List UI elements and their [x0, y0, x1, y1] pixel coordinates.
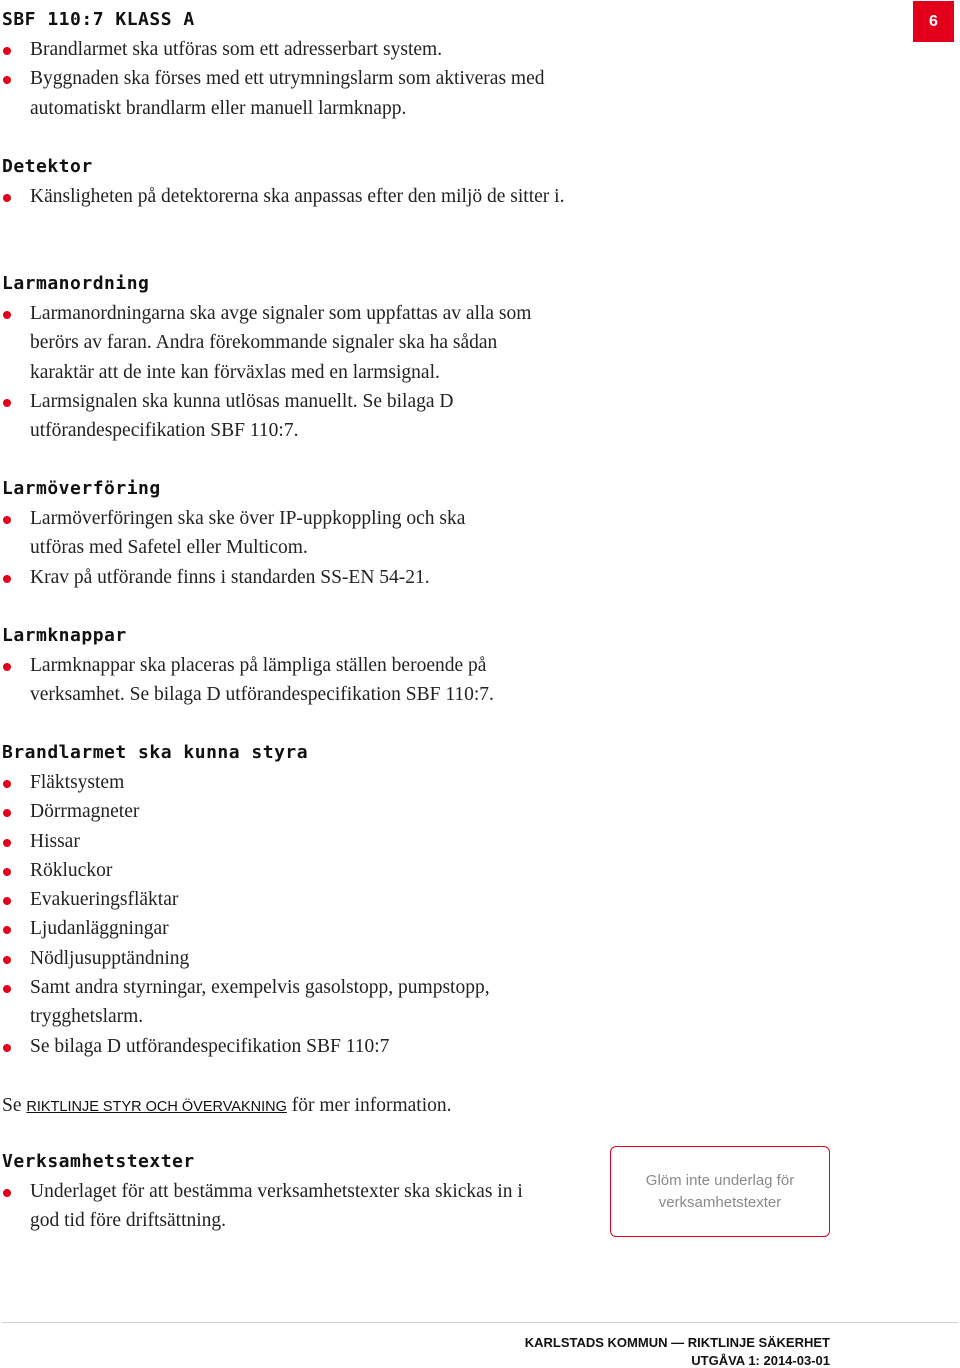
see-also-line — [2, 1091, 452, 1122]
list-item: Fläktsystem — [0, 768, 545, 797]
list-larmknappar — [0, 651, 550, 710]
heading-klass-a: SBF 110:7 KLASS A — [2, 9, 195, 30]
list-item: Larmknappar ska placeras på lämpliga ställen beroende på verksamhet. Se bilaga D utförandespecifikation SBF 110:7. — [0, 651, 550, 710]
list-larmoverforing — [0, 504, 520, 592]
list-item: Evakueringsfläktar — [0, 885, 545, 914]
footer-divider — [2, 1322, 958, 1323]
list-verksamhetstexter — [0, 1177, 550, 1236]
list-styra — [0, 768, 545, 1061]
list-item: Brandlarmet ska utföras som ett adresserbart system. — [0, 35, 600, 64]
footer-edition: UTGÅVA 1: 2014-03-01 — [691, 1353, 830, 1368]
list-item: Samt andra styrningar, exempelvis gasolstopp, pumpstopp, trygghetslarm. — [0, 973, 545, 1032]
list-klass-a — [0, 35, 600, 123]
see-also-suffix: för mer information. — [286, 1095, 452, 1116]
reminder-note-box: Glöm inte underlag för verksamhetstexter — [610, 1146, 830, 1237]
list-item: Känsligheten på detektorerna ska anpassas efter den miljö de sitter i. — [0, 182, 565, 211]
list-item: Hissar — [0, 827, 545, 856]
heading-larmknappar: Larmknappar — [2, 625, 127, 646]
heading-styra: Brandlarmet ska kunna styra — [2, 742, 309, 763]
list-item: Larmanordningarna ska avge signaler som uppfattas av alla som berörs av faran. Andra förekommande signaler ska ha sådan karaktär att de inte kan förväxlas med en larmsignal. — [0, 299, 550, 387]
heading-larmanordning: Larmanordning — [2, 273, 150, 294]
list-item: Larmöverföringen ska ske över IP-uppkoppling och ska utföras med Safetel eller Multicom. — [0, 504, 520, 563]
riktlinje-link[interactable]: RIKTLINJE STYR OCH ÖVERVAKNING — [26, 1099, 287, 1115]
list-item: Byggnaden ska förses med ett utrymningslarm som aktiveras med automatiskt brandlarm eller manuell larmknapp. — [0, 64, 570, 123]
list-item: Krav på utförande finns i standarden SS-EN 54-21. — [0, 563, 520, 592]
heading-detektor: Detektor — [2, 156, 93, 177]
list-item: Ljudanläggningar — [0, 914, 545, 943]
heading-larmoverforing: Larmöverföring — [2, 478, 161, 499]
list-detektor — [0, 182, 565, 211]
list-larmanordning — [0, 299, 550, 445]
list-item: Underlaget för att bestämma verksamhetstexter ska skickas in i god tid före driftsättning. — [0, 1177, 550, 1236]
list-item: Larmsignalen ska kunna utlösas manuellt. Se bilaga D utförandespecifikation SBF 110:7. — [0, 387, 510, 446]
footer-title: KARLSTADS KOMMUN — RIKTLINJE SÄKERHET — [524, 1335, 830, 1350]
list-item: Rökluckor — [0, 856, 545, 885]
list-item: Nödljusupptändning — [0, 944, 545, 973]
page-number-badge: 6 — [913, 1, 954, 42]
heading-verksamhetstexter: Verksamhetstexter — [2, 1151, 195, 1172]
see-also-prefix: Se — [2, 1095, 27, 1116]
list-item: Dörrmagneter — [0, 797, 545, 826]
list-item: Se bilaga D utförandespecifikation SBF 110:7 — [0, 1032, 545, 1061]
